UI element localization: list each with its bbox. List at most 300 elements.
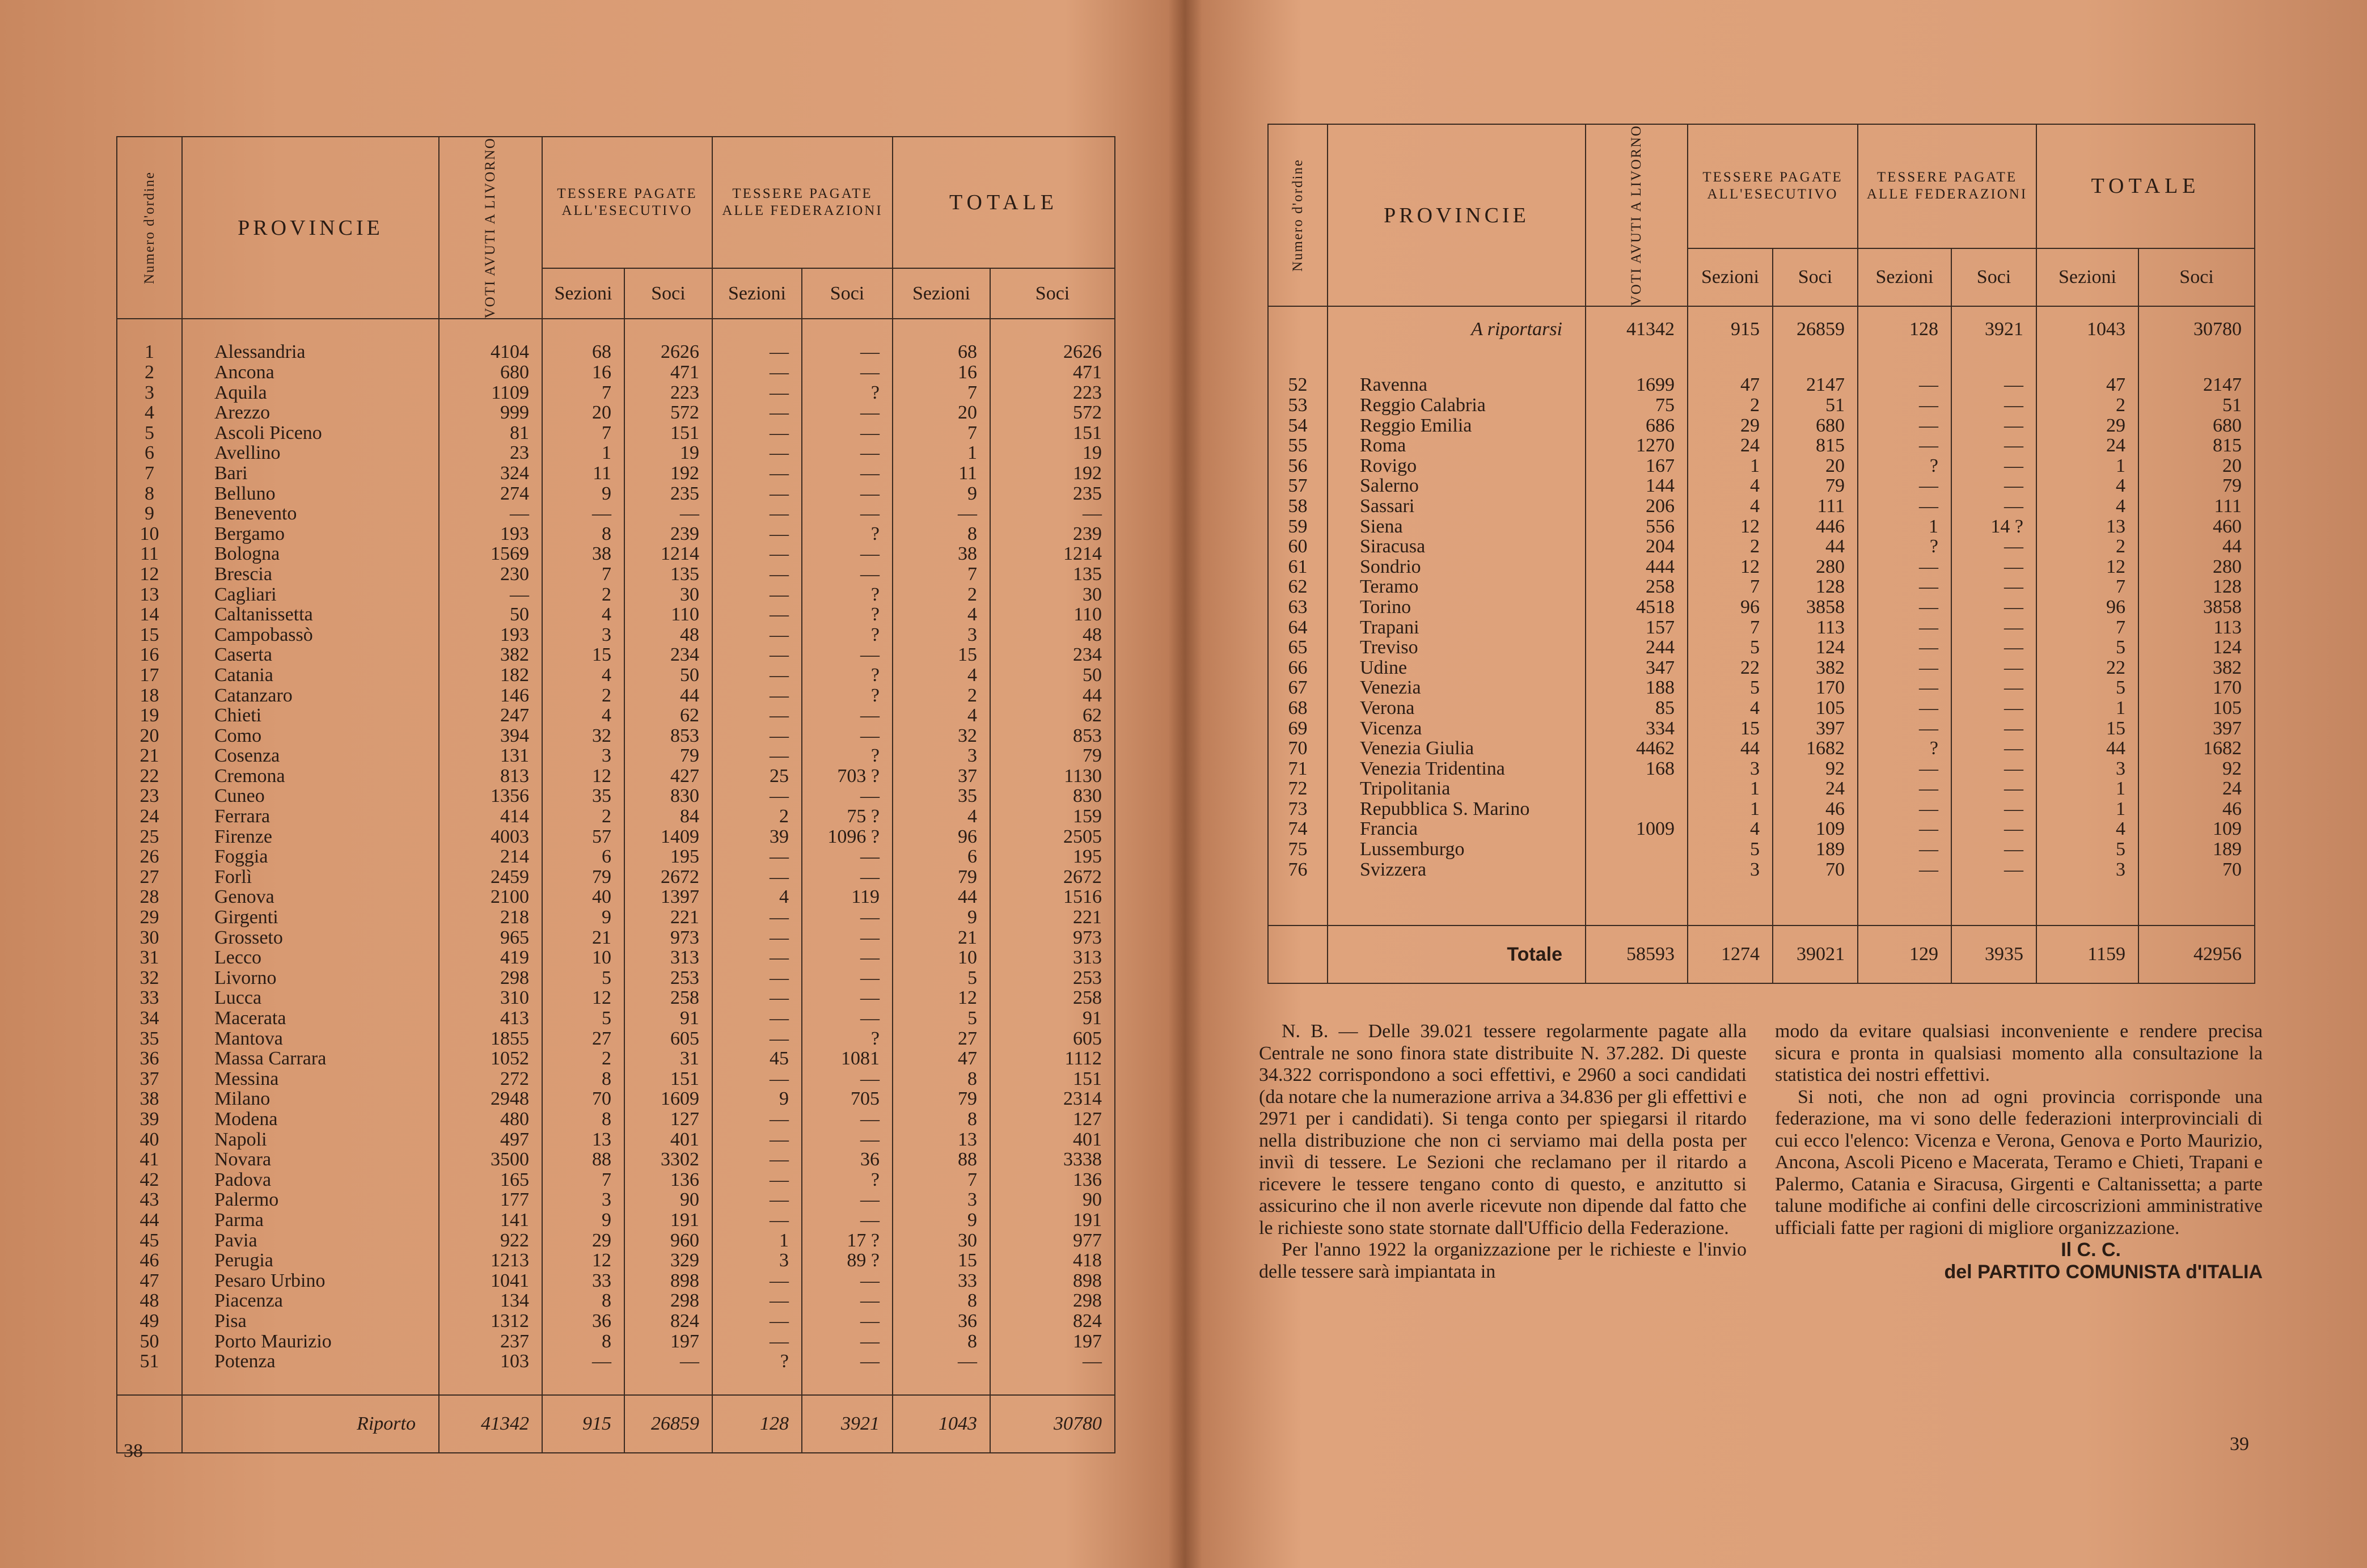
cell-soci-federazioni: — (1951, 476, 2036, 496)
cell-sezioni-esecutivo: 32 (542, 726, 624, 746)
cell-voti: 4462 (1586, 738, 1688, 759)
table-row (1268, 496, 2255, 517)
cell-voti: 1356 (439, 786, 542, 806)
cell-provincia: Bologna (182, 544, 439, 564)
cell-numero: 76 (1268, 860, 1328, 880)
spacer-cell (624, 319, 712, 342)
spacer-cell (439, 1372, 542, 1395)
cell-sezioni-totale: 1 (2036, 456, 2138, 476)
cell-soci-federazioni: — (802, 988, 893, 1008)
cell-soci-esecutivo: 401 (624, 1130, 712, 1150)
table-row (1268, 597, 2255, 618)
table-row (117, 1291, 1115, 1311)
cell-sezioni-totale: 37 (893, 766, 990, 787)
cell-voti: 1270 (1586, 436, 1688, 456)
header-provincie: PROVINCIE (1328, 124, 1586, 306)
cell-sezioni-totale: 1 (893, 443, 990, 463)
cell-sezioni-esecutivo: 38 (542, 544, 624, 564)
cell-soci-federazioni: — (802, 645, 893, 665)
cell-voti: 324 (439, 463, 542, 484)
table-row (117, 988, 1115, 1008)
cell-soci-totale: 90 (990, 1190, 1115, 1210)
cell-soci-federazioni: — (1951, 799, 2036, 819)
cell-sezioni-esecutivo: 68 (542, 342, 624, 362)
cell-provincia: Bari (182, 463, 439, 484)
cell-sezioni-esecutivo: 16 (542, 362, 624, 383)
page-left (0, 0, 1168, 1568)
cell-numero: 38 (117, 1089, 182, 1109)
cell-soci-totale: 197 (990, 1332, 1115, 1352)
cell-soci-esecutivo: 195 (624, 847, 712, 867)
table-row (117, 867, 1115, 887)
cell-soci-esecutivo: 1609 (624, 1089, 712, 1109)
cell-soci-totale: 2505 (990, 827, 1115, 847)
cell-soci-esecutivo: 258 (624, 988, 712, 1008)
cell-sezioni-esecutivo: 8 (542, 1332, 624, 1352)
spacer-cell (2138, 880, 2255, 925)
cell-provincia: Ravenna (1328, 375, 1586, 395)
cell-sezioni-federazioni: 1 (712, 1231, 802, 1251)
cell-sezioni-federazioni: 128 (712, 1395, 802, 1453)
cell-soci-esecutivo: 298 (624, 1291, 712, 1311)
cell-sezioni-totale: 20 (893, 403, 990, 423)
cell-voti: 131 (439, 746, 542, 766)
cell-soci-totale: 110 (990, 605, 1115, 625)
cell-numero: 70 (1268, 738, 1328, 759)
table-row (117, 1271, 1115, 1291)
cell-sezioni-totale: 5 (2036, 637, 2138, 658)
cell-soci-totale: 113 (2138, 618, 2255, 638)
cell-voti (1586, 799, 1688, 819)
cell-soci-federazioni: — (802, 1311, 893, 1332)
cell-provincia: Udine (1328, 658, 1586, 678)
table-row (1268, 738, 2255, 759)
cell-sezioni-totale: 35 (893, 786, 990, 806)
table-row (117, 463, 1115, 484)
cell-soci-esecutivo: — (624, 504, 712, 524)
cell-soci-federazioni: — (1951, 618, 2036, 638)
cell-numero: 43 (117, 1190, 182, 1210)
cell-numero: 29 (117, 907, 182, 928)
right-table-body (1268, 306, 2255, 983)
cell-provincia: Reggio Emilia (1328, 416, 1586, 436)
cell-provincia: Svizzera (1328, 860, 1586, 880)
cell-soci-federazioni: ? (802, 585, 893, 605)
header-tessere-esecutivo: TESSERE PAGATE ALL'ESECUTIVO (542, 137, 712, 268)
cell-soci-esecutivo: 46 (1773, 799, 1858, 819)
cell-voti: 188 (1586, 678, 1688, 698)
cell-sezioni-esecutivo: — (542, 1351, 624, 1372)
header-soci: Soci (624, 268, 712, 319)
cell-soci-totale: 253 (990, 968, 1115, 988)
cell-sezioni-totale: 21 (893, 928, 990, 948)
cell-numero: 36 (117, 1049, 182, 1069)
cell-sezioni-esecutivo: 2 (1688, 395, 1773, 416)
cell-sezioni-totale: 4 (2036, 819, 2138, 839)
cell-soci-totale: 235 (990, 484, 1115, 504)
cell-sezioni-esecutivo: 915 (542, 1395, 624, 1453)
cell-soci-esecutivo: 680 (1773, 416, 1858, 436)
cell-sezioni-esecutivo: 3 (542, 625, 624, 645)
cell-soci-esecutivo: 91 (624, 1008, 712, 1029)
cell-numero: 26 (117, 847, 182, 867)
table-row (1268, 819, 2255, 839)
cell-soci-esecutivo: 572 (624, 403, 712, 423)
cell-soci-federazioni: — (802, 928, 893, 948)
cell-sezioni-esecutivo: 3 (1688, 759, 1773, 779)
cell-sezioni-esecutivo: 5 (542, 1008, 624, 1029)
cell-soci-totale: 3858 (2138, 597, 2255, 618)
cell-numero: 2 (117, 362, 182, 383)
cell-sezioni-totale: 4 (2036, 496, 2138, 517)
table-row (117, 1049, 1115, 1069)
cell-voti: 167 (1586, 456, 1688, 476)
spacer-cell (182, 319, 439, 342)
cell-provincia: Campobassò (182, 625, 439, 645)
table-row (117, 645, 1115, 665)
cell-sezioni-esecutivo: 2 (542, 585, 624, 605)
cell-soci-federazioni: — (802, 847, 893, 867)
table-row (117, 786, 1115, 806)
cell-soci-federazioni: — (802, 1190, 893, 1210)
cell-soci-federazioni: — (802, 1008, 893, 1029)
cell-numero: 17 (117, 665, 182, 686)
table-row (117, 1089, 1115, 1109)
spacer-cell (990, 319, 1115, 342)
notes-paragraph: modo da evitare qualsiasi inconveniente e rendere precisa sicura e pronta in qualsiasi momento alla consultazione la statistica dei nostri effettivi. (1775, 1021, 2263, 1085)
cell-provincia: Avellino (182, 443, 439, 463)
cell-soci-federazioni: — (802, 484, 893, 504)
spacer-cell (1773, 880, 1858, 925)
table-row (117, 504, 1115, 524)
cell-sezioni-totale: 7 (2036, 577, 2138, 597)
cell-sezioni-totale: 5 (2036, 678, 2138, 698)
cell-soci-federazioni: — (802, 1210, 893, 1231)
cell-provincia: Reggio Calabria (1328, 395, 1586, 416)
cell-soci-esecutivo: 853 (624, 726, 712, 746)
notes-column-2 (1775, 1021, 2263, 1283)
cell-sezioni-esecutivo: 36 (542, 1311, 624, 1332)
cell-provincia: Riporto (182, 1395, 439, 1453)
table-row (117, 1250, 1115, 1271)
cell-numero (1268, 925, 1328, 983)
cell-sezioni-totale: 2 (2036, 395, 2138, 416)
notes-paragraph: N. B. — Delle 39.021 tessere regolarmente pagate alla Centrale ne sono finora state distribuite N. 37.282. Di queste 34.322 corrispondono a soci effettivi, e 2960 a soci candidati (da notare che la numerazione arriva a 34.836 per gli effettivi e 2971 per i candidati). Si tenga conto per spiegarsi il ritardo nella distribuzione che non ci serviamo mai della posta per inviì di tessere. Le Sezioni che reclamano per il ritardo a ricevere le tessere tengano conto di questo, e anzitutto si assicurino che il non averle ricevute non dipende dal fatto che le richieste sono state stornate dall'Ufficio della Federazione. (1259, 1021, 1747, 1239)
table-row (1268, 637, 2255, 658)
spacer-cell (2036, 352, 2138, 375)
cell-provincia: Macerata (182, 1008, 439, 1029)
cell-numero: 32 (117, 968, 182, 988)
cell-soci-totale: — (990, 504, 1115, 524)
cell-numero: 3 (117, 383, 182, 403)
cell-soci-esecutivo: 192 (624, 463, 712, 484)
cell-provincia: Milano (182, 1089, 439, 1109)
cell-soci-federazioni: — (1951, 557, 2036, 577)
table-row (1268, 416, 2255, 436)
cell-provincia: Potenza (182, 1351, 439, 1372)
cell-sezioni-totale: 1 (2036, 779, 2138, 799)
cell-sezioni-totale: 5 (893, 1008, 990, 1029)
cell-sezioni-federazioni: — (1858, 557, 1951, 577)
cell-sezioni-esecutivo: 11 (542, 463, 624, 484)
cell-sezioni-esecutivo: 24 (1688, 436, 1773, 456)
cell-soci-totale: 397 (2138, 719, 2255, 739)
spacer-cell (1951, 352, 2036, 375)
cell-sezioni-esecutivo: 5 (1688, 637, 1773, 658)
cell-sezioni-esecutivo: 40 (542, 887, 624, 907)
cell-sezioni-federazioni: — (712, 544, 802, 564)
cell-numero: 12 (117, 564, 182, 585)
cell-sezioni-federazioni: — (1858, 618, 1951, 638)
cell-soci-totale: 19 (990, 443, 1115, 463)
table-row (117, 887, 1115, 907)
cell-voti: 144 (1586, 476, 1688, 496)
cell-sezioni-totale: 9 (893, 484, 990, 504)
table-row (117, 746, 1115, 766)
cell-soci-federazioni: — (802, 342, 893, 362)
cell-sezioni-esecutivo: 10 (542, 948, 624, 968)
spacer-cell (542, 1372, 624, 1395)
cell-provincia: Totale (1328, 925, 1586, 983)
cell-sezioni-totale: 3 (893, 1190, 990, 1210)
cell-voti: 103 (439, 1351, 542, 1372)
cell-soci-federazioni: — (1951, 597, 2036, 618)
cell-sezioni-esecutivo: 2 (1688, 536, 1773, 557)
cell-sezioni-totale: 96 (893, 827, 990, 847)
cell-soci-esecutivo: 253 (624, 968, 712, 988)
cell-soci-esecutivo: 136 (624, 1170, 712, 1190)
cell-sezioni-esecutivo: 12 (1688, 557, 1773, 577)
cell-soci-esecutivo: 830 (624, 786, 712, 806)
table-row (117, 968, 1115, 988)
cell-soci-totale: 189 (2138, 839, 2255, 860)
cell-numero: 42 (117, 1170, 182, 1190)
cell-sezioni-esecutivo: 57 (542, 827, 624, 847)
cell-sezioni-totale: 68 (893, 342, 990, 362)
cell-sezioni-esecutivo: 70 (542, 1089, 624, 1109)
header-tessere-esecutivo: TESSERE PAGATE ALL'ESECUTIVO (1688, 124, 1858, 248)
cell-numero: 62 (1268, 577, 1328, 597)
cell-sezioni-totale: 9 (893, 1210, 990, 1231)
cell-soci-esecutivo: 26859 (1773, 306, 1858, 352)
cell-soci-esecutivo: 960 (624, 1231, 712, 1251)
table-row (117, 383, 1115, 403)
table-row (117, 847, 1115, 867)
cell-provincia: Ascoli Piceno (182, 423, 439, 443)
cell-voti: 2100 (439, 887, 542, 907)
table-row (117, 665, 1115, 686)
table-row (1268, 839, 2255, 860)
cell-sezioni-totale: 12 (893, 988, 990, 1008)
cell-sezioni-federazioni: — (712, 605, 802, 625)
cell-soci-federazioni: 3921 (1951, 306, 2036, 352)
cell-sezioni-federazioni: — (712, 564, 802, 585)
header-totale: TOTALE (893, 137, 1115, 268)
cell-soci-esecutivo: 191 (624, 1210, 712, 1231)
spacer-cell (117, 1372, 182, 1395)
cell-sezioni-esecutivo: 29 (542, 1231, 624, 1251)
cell-sezioni-esecutivo: 1 (1688, 456, 1773, 476)
cell-sezioni-esecutivo: 2 (542, 1049, 624, 1069)
cell-provincia: Roma (1328, 436, 1586, 456)
cell-voti: 413 (439, 1008, 542, 1029)
table-row (117, 1190, 1115, 1210)
cell-sezioni-totale: 6 (893, 847, 990, 867)
cell-sezioni-totale: 13 (893, 1130, 990, 1150)
cell-sezioni-esecutivo: 1 (1688, 779, 1773, 799)
cell-sezioni-federazioni: — (1858, 476, 1951, 496)
cell-voti: 480 (439, 1109, 542, 1130)
cell-sezioni-esecutivo: 7 (542, 564, 624, 585)
cell-sezioni-esecutivo: 6 (542, 847, 624, 867)
cell-voti: 1569 (439, 544, 542, 564)
cell-sezioni-federazioni: ? (1858, 738, 1951, 759)
cell-soci-esecutivo: 197 (624, 1332, 712, 1352)
cell-sezioni-esecutivo: 44 (1688, 738, 1773, 759)
cell-sezioni-esecutivo: 9 (542, 484, 624, 504)
cell-sezioni-esecutivo: 29 (1688, 416, 1773, 436)
cell-sezioni-esecutivo: 4 (542, 605, 624, 625)
table-row (117, 403, 1115, 423)
cell-numero: 30 (117, 928, 182, 948)
cell-voti: 193 (439, 524, 542, 544)
cell-soci-totale: 127 (990, 1109, 1115, 1130)
cell-numero: 61 (1268, 557, 1328, 577)
cell-sezioni-esecutivo: — (542, 504, 624, 524)
cell-provincia: Ancona (182, 362, 439, 383)
table-row (117, 686, 1115, 706)
table-row (117, 1231, 1115, 1251)
cell-soci-esecutivo: 44 (1773, 536, 1858, 557)
cell-provincia: Cosenza (182, 746, 439, 766)
cell-provincia: Girgenti (182, 907, 439, 928)
cell-numero: 33 (117, 988, 182, 1008)
cell-soci-federazioni: — (1951, 839, 2036, 860)
cell-soci-federazioni: — (802, 362, 893, 383)
cell-sezioni-federazioni: — (712, 665, 802, 686)
cell-soci-federazioni: 119 (802, 887, 893, 907)
cell-soci-esecutivo: 239 (624, 524, 712, 544)
cell-soci-esecutivo: 471 (624, 362, 712, 383)
header-sezioni: Sezioni (2036, 248, 2138, 307)
cell-soci-esecutivo: 84 (624, 806, 712, 827)
cell-provincia: Ferrara (182, 806, 439, 827)
cell-provincia: Firenze (182, 827, 439, 847)
cell-soci-esecutivo: 973 (624, 928, 712, 948)
cell-soci-federazioni: — (1951, 738, 2036, 759)
cell-sezioni-esecutivo: 9 (542, 907, 624, 928)
table-row (117, 564, 1115, 585)
table-row (117, 423, 1115, 443)
cell-soci-federazioni: — (802, 1351, 893, 1372)
cell-numero: 1 (117, 342, 182, 362)
cell-sezioni-federazioni: — (1858, 799, 1951, 819)
header-provincie: PROVINCIE (182, 137, 439, 319)
cell-sezioni-totale: 10 (893, 948, 990, 968)
cell-numero: 28 (117, 887, 182, 907)
cell-soci-totale: 572 (990, 403, 1115, 423)
cell-numero: 34 (117, 1008, 182, 1029)
cell-provincia: Arezzo (182, 403, 439, 423)
cell-sezioni-esecutivo: 5 (1688, 678, 1773, 698)
cell-soci-totale: 30 (990, 585, 1115, 605)
cell-sezioni-federazioni: — (712, 1190, 802, 1210)
cell-sezioni-esecutivo: 2 (542, 806, 624, 827)
cell-soci-totale: 824 (990, 1311, 1115, 1332)
cell-soci-esecutivo: 1682 (1773, 738, 1858, 759)
cell-soci-esecutivo: 2672 (624, 867, 712, 887)
cell-voti: — (439, 585, 542, 605)
cell-provincia: Francia (1328, 819, 1586, 839)
cell-voti: 999 (439, 403, 542, 423)
cell-sezioni-federazioni: — (712, 1008, 802, 1029)
cell-sezioni-federazioni: — (712, 726, 802, 746)
cell-soci-federazioni: ? (802, 686, 893, 706)
cell-provincia: Piacenza (182, 1291, 439, 1311)
cell-numero (1268, 306, 1328, 352)
cell-voti: 272 (439, 1069, 542, 1089)
cell-provincia: Belluno (182, 484, 439, 504)
spacer-cell (1268, 352, 1328, 375)
cell-soci-totale: 50 (990, 665, 1115, 686)
cell-sezioni-totale: 1043 (2036, 306, 2138, 352)
cell-voti: 686 (1586, 416, 1688, 436)
cell-sezioni-federazioni: — (1858, 658, 1951, 678)
cell-soci-federazioni: 36 (802, 1149, 893, 1170)
cell-soci-totale: 91 (990, 1008, 1115, 1029)
cell-soci-federazioni: — (802, 423, 893, 443)
cell-provincia: Siracusa (1328, 536, 1586, 557)
cell-sezioni-totale: 8 (893, 524, 990, 544)
cell-soci-federazioni: — (802, 705, 893, 726)
cell-sezioni-totale: 4 (2036, 476, 2138, 496)
cell-sezioni-federazioni: — (712, 625, 802, 645)
cell-provincia: Catanzaro (182, 686, 439, 706)
cell-provincia: Lucca (182, 988, 439, 1008)
cell-numero: 63 (1268, 597, 1328, 618)
table-row (1268, 557, 2255, 577)
cell-sezioni-esecutivo: 3 (542, 746, 624, 766)
cell-sezioni-totale: 38 (893, 544, 990, 564)
cell-soci-totale: 418 (990, 1250, 1115, 1271)
cell-numero: 24 (117, 806, 182, 827)
cell-sezioni-federazioni: — (1858, 577, 1951, 597)
header-tessere-federazioni: TESSERE PAGATE ALLE FEDERAZIONI (1858, 124, 2036, 248)
cell-soci-federazioni: — (1951, 577, 2036, 597)
cell-soci-federazioni: ? (802, 1170, 893, 1190)
cell-provincia: Verona (1328, 698, 1586, 719)
cell-numero: 52 (1268, 375, 1328, 395)
cell-sezioni-esecutivo: 12 (542, 1250, 624, 1271)
cell-soci-esecutivo: 397 (1773, 719, 1858, 739)
cell-sezioni-esecutivo: 7 (1688, 618, 1773, 638)
cell-soci-esecutivo: 50 (624, 665, 712, 686)
cell-numero: 19 (117, 705, 182, 726)
cell-soci-esecutivo: 124 (1773, 637, 1858, 658)
cell-soci-totale: 239 (990, 524, 1115, 544)
cell-sezioni-totale: 15 (893, 645, 990, 665)
cell-soci-federazioni: — (1951, 658, 2036, 678)
cell-soci-totale: 471 (990, 362, 1115, 383)
cell-voti: 4104 (439, 342, 542, 362)
cell-soci-totale: 70 (2138, 860, 2255, 880)
cell-sezioni-esecutivo: 4 (542, 705, 624, 726)
cell-soci-esecutivo: 3302 (624, 1149, 712, 1170)
cell-sezioni-federazioni: — (1858, 416, 1951, 436)
cell-provincia: Torino (1328, 597, 1586, 618)
cell-soci-totale: 1112 (990, 1049, 1115, 1069)
cell-soci-esecutivo: 111 (1773, 496, 1858, 517)
